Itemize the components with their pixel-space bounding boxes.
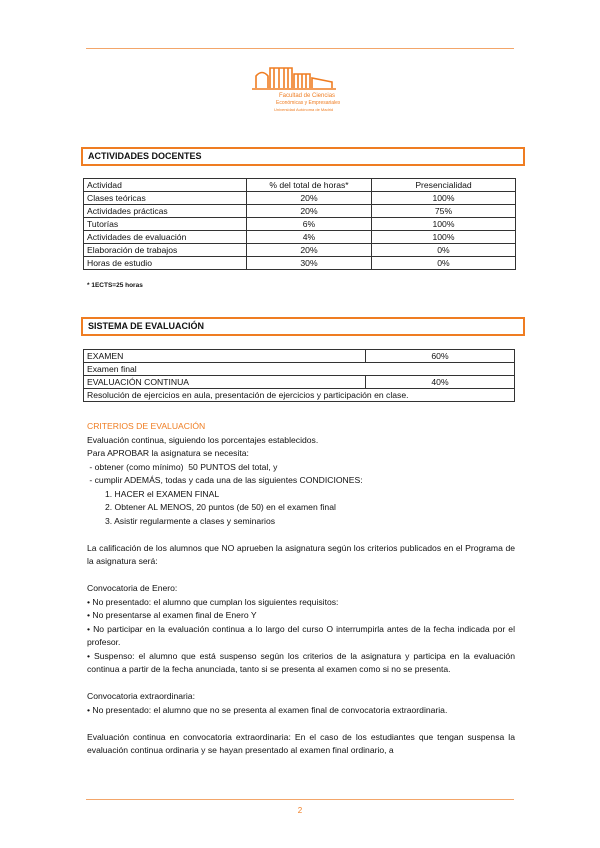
faculty-logo — [250, 60, 340, 118]
criterios-heading: CRITERIOS DE EVALUACIÓN — [87, 421, 206, 431]
logo-line-3: Universidad Autónoma de Madrid — [274, 107, 334, 112]
logo-line-2: Económicas y Empresariales — [276, 100, 340, 106]
requirement-1: - obtener (como mínimo) 50 PUNTOS del total, y — [87, 461, 278, 472]
header-rule — [86, 48, 514, 49]
cell: 40% — [366, 376, 515, 389]
cell: 30% — [247, 257, 372, 270]
calificacion-paragraph: La calificación de los alumnos que NO aprueben la asignatura según los criterios publicados en el Programa de la asignatura será: — [87, 542, 515, 566]
extra-title: Convocatoria extraordinaria: — [87, 691, 195, 701]
cell: 20% — [247, 192, 372, 205]
cell: 0% — [372, 257, 516, 270]
enero-item: • Suspenso: el alumno que está suspenso según los criterios de la asignatura y participa en la evaluación continua a partir de la fecha anunciada, tanto si se presenta al examen como si no se presenta. — [87, 650, 515, 674]
cell: Resolución de ejercicios en aula, presentación de ejercicios y participación en clase. — [84, 389, 515, 402]
cell: Tutorías — [84, 218, 247, 231]
aprobar-line: Para APROBAR la asignatura se necesita: — [87, 448, 249, 458]
continua-extra-paragraph: Evaluación continua en convocatoria extraordinaria: En el caso de los estudiantes que tengan suspensa la evaluación continua ordinaria y se hayan presentado al examen final ordinario, a — [87, 731, 515, 755]
table-row — [84, 376, 515, 389]
requirement-2: - cumplir ADEMÁS, todas y cada una de las siguientes CONDICIONES: — [87, 475, 363, 485]
cell: EVALUACIÓN CONTINUA — [84, 376, 366, 389]
cell: Actividades de evaluación — [84, 231, 247, 244]
table-row — [84, 244, 516, 257]
evaluacion-table — [83, 349, 515, 402]
col-header: % del total de horas* — [247, 179, 372, 192]
enero-item: • No participar en la evaluación continua a lo largo del curso O interrumpirla antes de la fecha indicada por el profesor. — [87, 623, 515, 647]
condition-1: 1. HACER el EXAMEN FINAL — [105, 488, 220, 499]
cell: 0% — [372, 244, 516, 257]
cell: Actividades prácticas — [84, 205, 247, 218]
cell: Clases teóricas — [84, 192, 247, 205]
cell: Elaboración de trabajos — [84, 244, 247, 257]
extra-item: • No presentado: el alumno que no se presenta al examen final de convocatoria extraordinaria. — [87, 704, 448, 715]
table-row — [84, 389, 515, 402]
table-row — [84, 350, 515, 363]
table-row — [84, 257, 516, 270]
table-header-row — [84, 179, 516, 192]
enero-item: • No presentado: el alumno que cumplan los siguientes requisitos: — [87, 596, 339, 607]
condition-3: 3. Asistir regularmente a clases y seminarios — [105, 515, 276, 526]
table-row — [84, 218, 516, 231]
table-row — [84, 192, 516, 205]
table-row — [84, 205, 516, 218]
evaluacion-section-title: SISTEMA DE EVALUACIÓN — [81, 317, 525, 336]
actividades-section-title: ACTIVIDADES DOCENTES — [81, 147, 525, 166]
page-number: 2 — [297, 806, 303, 815]
table-row — [84, 363, 515, 376]
col-header: Presencialidad — [372, 179, 516, 192]
cell: Examen final — [84, 363, 515, 376]
enero-title: Convocatoria de Enero: — [87, 583, 178, 593]
cell: 75% — [372, 205, 516, 218]
cell: 20% — [247, 244, 372, 257]
table-row — [84, 231, 516, 244]
cell: 6% — [247, 218, 372, 231]
col-header: Actividad — [84, 179, 247, 192]
cell: 100% — [372, 231, 516, 244]
cell: 60% — [366, 350, 515, 363]
enero-item: • No presentarse al examen final de Enero Y — [87, 610, 257, 620]
condition-2: 2. Obtener AL MENOS, 20 puntos (de 50) en el examen final — [105, 502, 336, 512]
cell: Horas de estudio — [84, 257, 247, 270]
criterios-intro: Evaluación continua, siguiendo los porcentajes establecidos. — [87, 434, 319, 445]
cell: 100% — [372, 192, 516, 205]
actividades-table — [83, 178, 516, 270]
criterios-block — [87, 420, 515, 758]
cell: 100% — [372, 218, 516, 231]
footer-rule — [86, 799, 514, 800]
ects-footnote: * 1ECTS=25 horas — [87, 282, 143, 289]
cell: EXAMEN — [84, 350, 366, 363]
cell: 4% — [247, 231, 372, 244]
logo-line-1: Facultad de Ciencias — [279, 93, 336, 99]
cell: 20% — [247, 205, 372, 218]
